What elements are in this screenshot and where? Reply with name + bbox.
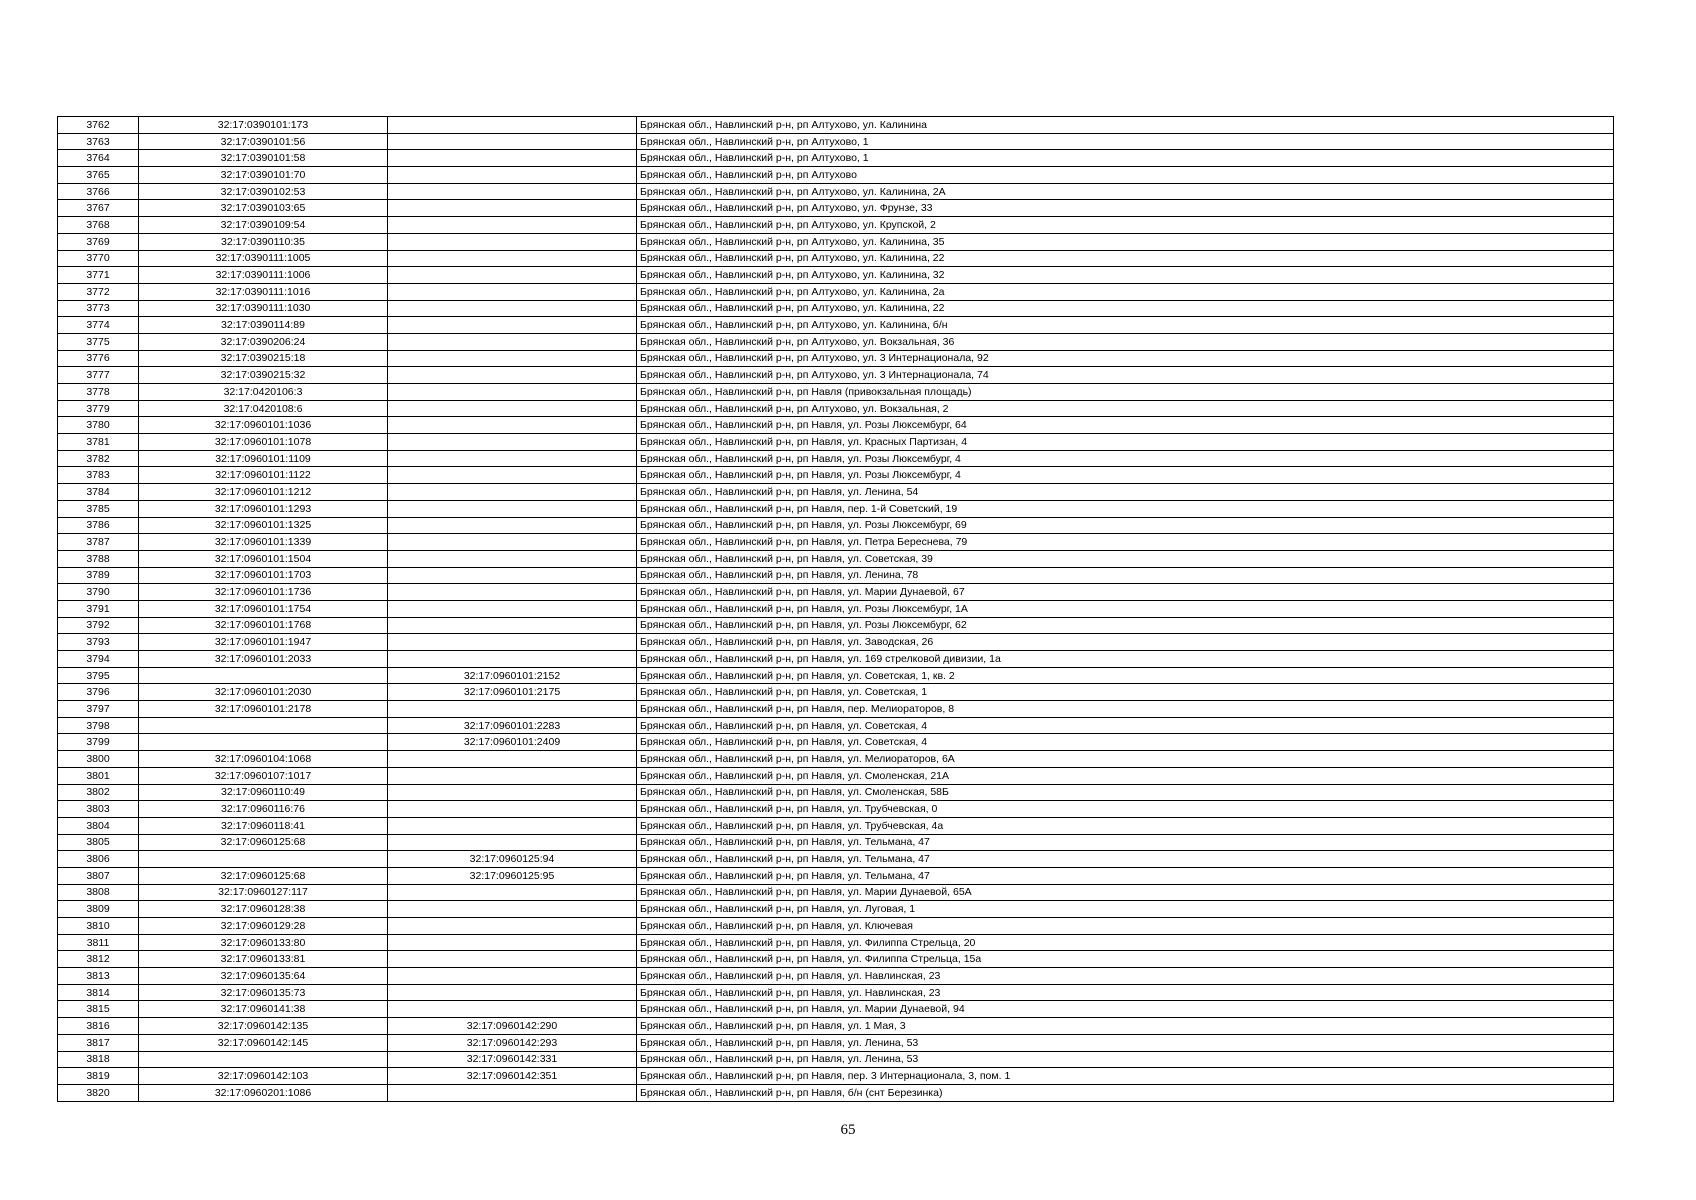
table-row [58, 550, 1614, 567]
cadastral-number-cell: 32:17:0960128:38 [139, 901, 388, 918]
row-number-cell: 3780 [58, 417, 139, 434]
row-number-cell: 3816 [58, 1018, 139, 1035]
cadastral-number-cell: 32:17:0420106:3 [139, 384, 388, 401]
cadastral-number-cell: 32:17:0960133:80 [139, 934, 388, 951]
table-row [58, 417, 1614, 434]
table-row [58, 350, 1614, 367]
linked-cadastral-number-cell [388, 484, 637, 501]
row-number-cell: 3783 [58, 467, 139, 484]
table-row [58, 634, 1614, 651]
linked-cadastral-number-cell: 32:17:0960142:293 [388, 1034, 637, 1051]
address-cell: Брянская обл., Навлинский р-н, рп Навля, пер. 3 Интернационала, 3, пом. 1 [637, 1068, 1614, 1085]
address-cell: Брянская обл., Навлинский р-н, рп Навля, ул. Мелиораторов, 6А [637, 751, 1614, 768]
address-cell: Брянская обл., Навлинский р-н, рп Навля, ул. Советская, 39 [637, 550, 1614, 567]
table-row [58, 183, 1614, 200]
table-row [58, 717, 1614, 734]
address-cell: Брянская обл., Навлинский р-н, рп Навля, ул. Розы Люксембург, 4 [637, 450, 1614, 467]
row-number-cell: 3812 [58, 951, 139, 968]
table-row [58, 500, 1614, 517]
linked-cadastral-number-cell [388, 267, 637, 284]
cadastral-number-cell [139, 734, 388, 751]
row-number-cell: 3815 [58, 1001, 139, 1018]
cadastral-number-cell: 32:17:0960101:1036 [139, 417, 388, 434]
address-cell: Брянская обл., Навлинский р-н, рп Навля, ул. Советская, 1 [637, 684, 1614, 701]
row-number-cell: 3774 [58, 317, 139, 334]
linked-cadastral-number-cell [388, 467, 637, 484]
table-row [58, 701, 1614, 718]
cadastral-number-cell: 32:17:0960127:117 [139, 884, 388, 901]
linked-cadastral-number-cell [388, 534, 637, 551]
row-number-cell: 3820 [58, 1084, 139, 1101]
row-number-cell: 3802 [58, 784, 139, 801]
cadastral-number-cell: 32:17:0960118:41 [139, 817, 388, 834]
linked-cadastral-number-cell [388, 117, 637, 134]
row-number-cell: 3814 [58, 984, 139, 1001]
table-row [58, 567, 1614, 584]
row-number-cell: 3786 [58, 517, 139, 534]
row-number-cell: 3792 [58, 617, 139, 634]
address-cell: Брянская обл., Навлинский р-н, рп Навля, ул. 1 Мая, 3 [637, 1018, 1614, 1035]
linked-cadastral-number-cell [388, 634, 637, 651]
address-cell: Брянская обл., Навлинский р-н, рп Алтухово, ул. Калинина, 2А [637, 183, 1614, 200]
cadastral-number-cell: 32:17:0960142:135 [139, 1018, 388, 1035]
linked-cadastral-number-cell [388, 384, 637, 401]
linked-cadastral-number-cell [388, 333, 637, 350]
table-row [58, 801, 1614, 818]
address-cell: Брянская обл., Навлинский р-н, рп Навля, ул. Петра Береснева, 79 [637, 534, 1614, 551]
cadastral-number-cell: 32:17:0390101:173 [139, 117, 388, 134]
cadastral-number-cell: 32:17:0390111:1016 [139, 283, 388, 300]
address-cell: Брянская обл., Навлинский р-н, рп Навля, ул. Ленина, 53 [637, 1051, 1614, 1068]
table-row [58, 283, 1614, 300]
row-number-cell: 3779 [58, 400, 139, 417]
cadastral-number-cell: 32:17:0960101:1109 [139, 450, 388, 467]
cadastral-number-cell: 32:17:0960101:1078 [139, 434, 388, 451]
table-row [58, 584, 1614, 601]
address-cell: Брянская обл., Навлинский р-н, рп Алтухово, ул. 3 Интернационала, 92 [637, 350, 1614, 367]
row-number-cell: 3765 [58, 167, 139, 184]
linked-cadastral-number-cell [388, 817, 637, 834]
cadastral-number-cell: 32:17:0960101:2033 [139, 651, 388, 668]
cadastral-number-cell: 32:17:0390101:58 [139, 150, 388, 167]
cadastral-number-cell: 32:17:0960110:49 [139, 784, 388, 801]
table-row [58, 317, 1614, 334]
table-row [58, 233, 1614, 250]
linked-cadastral-number-cell [388, 834, 637, 851]
address-cell: Брянская обл., Навлинский р-н, рп Алтухово, ул. Калинина, 22 [637, 250, 1614, 267]
address-cell: Брянская обл., Навлинский р-н, рп Навля, пер. 1-й Советский, 19 [637, 500, 1614, 517]
cadastral-number-cell: 32:17:0390111:1005 [139, 250, 388, 267]
cadastral-number-cell: 32:17:0960101:1293 [139, 500, 388, 517]
table-row [58, 1068, 1614, 1085]
linked-cadastral-number-cell: 32:17:0960125:95 [388, 867, 637, 884]
row-number-cell: 3801 [58, 767, 139, 784]
linked-cadastral-number-cell [388, 350, 637, 367]
linked-cadastral-number-cell [388, 300, 637, 317]
table-row [58, 851, 1614, 868]
cadastral-number-cell: 32:17:0960101:1212 [139, 484, 388, 501]
cadastral-number-cell: 32:17:0960142:103 [139, 1068, 388, 1085]
table-row [58, 934, 1614, 951]
cadastral-number-cell: 32:17:0960101:1339 [139, 534, 388, 551]
linked-cadastral-number-cell [388, 567, 637, 584]
address-cell: Брянская обл., Навлинский р-н, рп Навля, ул. Трубчевская, 4а [637, 817, 1614, 834]
row-number-cell: 3794 [58, 651, 139, 668]
cadastral-number-cell: 32:17:0390111:1030 [139, 300, 388, 317]
address-cell: Брянская обл., Навлинский р-н, рп Навля, ул. Марии Дунаевой, 65А [637, 884, 1614, 901]
table-row [58, 467, 1614, 484]
cadastral-number-cell [139, 667, 388, 684]
row-number-cell: 3762 [58, 117, 139, 134]
address-cell: Брянская обл., Навлинский р-н, рп Навля, б/н (снт Березинка) [637, 1084, 1614, 1101]
cadastral-number-cell: 32:17:0960101:1703 [139, 567, 388, 584]
linked-cadastral-number-cell [388, 951, 637, 968]
linked-cadastral-number-cell [388, 517, 637, 534]
row-number-cell: 3778 [58, 384, 139, 401]
row-number-cell: 3803 [58, 801, 139, 818]
linked-cadastral-number-cell [388, 1001, 637, 1018]
address-cell: Брянская обл., Навлинский р-н, рп Навля, ул. Розы Люксембург, 62 [637, 617, 1614, 634]
linked-cadastral-number-cell [388, 617, 637, 634]
linked-cadastral-number-cell [388, 217, 637, 234]
row-number-cell: 3788 [58, 550, 139, 567]
linked-cadastral-number-cell [388, 600, 637, 617]
linked-cadastral-number-cell: 32:17:0960125:94 [388, 851, 637, 868]
row-number-cell: 3782 [58, 450, 139, 467]
row-number-cell: 3781 [58, 434, 139, 451]
table-row [58, 534, 1614, 551]
row-number-cell: 3775 [58, 333, 139, 350]
table-row [58, 1034, 1614, 1051]
cadastral-number-cell: 32:17:0960101:2030 [139, 684, 388, 701]
linked-cadastral-number-cell [388, 500, 637, 517]
cadastral-number-cell: 32:17:0960101:1736 [139, 584, 388, 601]
row-number-cell: 3790 [58, 584, 139, 601]
address-cell: Брянская обл., Навлинский р-н, рп Алтухово, ул. Калинина, 35 [637, 233, 1614, 250]
table-row [58, 901, 1614, 918]
registry-table [57, 116, 1614, 1102]
linked-cadastral-number-cell [388, 283, 637, 300]
row-number-cell: 3810 [58, 918, 139, 935]
linked-cadastral-number-cell: 32:17:0960101:2409 [388, 734, 637, 751]
cadastral-number-cell: 32:17:0960107:1017 [139, 767, 388, 784]
address-cell: Брянская обл., Навлинский р-н, рп Навля, ул. Смоленская, 58Б [637, 784, 1614, 801]
row-number-cell: 3768 [58, 217, 139, 234]
table-row [58, 133, 1614, 150]
row-number-cell: 3769 [58, 233, 139, 250]
row-number-cell: 3777 [58, 367, 139, 384]
table-row [58, 734, 1614, 751]
row-number-cell: 3811 [58, 934, 139, 951]
cadastral-number-cell: 32:17:0960125:68 [139, 834, 388, 851]
linked-cadastral-number-cell [388, 901, 637, 918]
cadastral-number-cell: 32:17:0960135:64 [139, 968, 388, 985]
table-row [58, 968, 1614, 985]
address-cell: Брянская обл., Навлинский р-н, рп Навля, ул. Трубчевская, 0 [637, 801, 1614, 818]
row-number-cell: 3763 [58, 133, 139, 150]
row-number-cell: 3793 [58, 634, 139, 651]
row-number-cell: 3800 [58, 751, 139, 768]
row-number-cell: 3808 [58, 884, 139, 901]
cadastral-number-cell: 32:17:0390102:53 [139, 183, 388, 200]
table-row [58, 250, 1614, 267]
cadastral-number-cell: 32:17:0960101:1122 [139, 467, 388, 484]
row-number-cell: 3796 [58, 684, 139, 701]
table-row [58, 333, 1614, 350]
table-row [58, 1001, 1614, 1018]
table-row [58, 1051, 1614, 1068]
row-number-cell: 3818 [58, 1051, 139, 1068]
page-number: 65 [840, 1122, 856, 1138]
table-row [58, 751, 1614, 768]
row-number-cell: 3772 [58, 283, 139, 300]
row-number-cell: 3797 [58, 701, 139, 718]
cadastral-number-cell: 32:17:0960201:1086 [139, 1084, 388, 1101]
row-number-cell: 3798 [58, 717, 139, 734]
row-number-cell: 3795 [58, 667, 139, 684]
address-cell: Брянская обл., Навлинский р-н, рп Навля, ул. Филиппа Стрельца, 15а [637, 951, 1614, 968]
linked-cadastral-number-cell: 32:17:0960101:2175 [388, 684, 637, 701]
address-cell: Брянская обл., Навлинский р-н, рп Навля, ул. Навлинская, 23 [637, 968, 1614, 985]
table-row [58, 150, 1614, 167]
row-number-cell: 3776 [58, 350, 139, 367]
address-cell: Брянская обл., Навлинский р-н, рп Навля, ул. Тельмана, 47 [637, 834, 1614, 851]
table-row [58, 784, 1614, 801]
address-cell: Брянская обл., Навлинский р-н, рп Навля, ул. Заводская, 26 [637, 634, 1614, 651]
linked-cadastral-number-cell [388, 801, 637, 818]
linked-cadastral-number-cell [388, 984, 637, 1001]
table-row [58, 384, 1614, 401]
address-cell: Брянская обл., Навлинский р-н, рп Алтухово [637, 167, 1614, 184]
linked-cadastral-number-cell [388, 550, 637, 567]
row-number-cell: 3809 [58, 901, 139, 918]
linked-cadastral-number-cell [388, 651, 637, 668]
linked-cadastral-number-cell [388, 417, 637, 434]
linked-cadastral-number-cell [388, 200, 637, 217]
table-row [58, 651, 1614, 668]
cadastral-number-cell: 32:17:0390215:32 [139, 367, 388, 384]
address-cell: Брянская обл., Навлинский р-н, рп Навля, ул. Советская, 4 [637, 717, 1614, 734]
linked-cadastral-number-cell [388, 751, 637, 768]
address-cell: Брянская обл., Навлинский р-н, рп Навля, ул. Тельмана, 47 [637, 851, 1614, 868]
linked-cadastral-number-cell [388, 367, 637, 384]
table-row [58, 367, 1614, 384]
linked-cadastral-number-cell [388, 968, 637, 985]
table-row [58, 767, 1614, 784]
table-row [58, 217, 1614, 234]
cadastral-number-cell: 32:17:0390109:54 [139, 217, 388, 234]
cadastral-number-cell: 32:17:0960101:2178 [139, 701, 388, 718]
row-number-cell: 3806 [58, 851, 139, 868]
table-row [58, 667, 1614, 684]
address-cell: Брянская обл., Навлинский р-н, рп Навля, ул. Розы Люксембург, 4 [637, 467, 1614, 484]
address-cell: Брянская обл., Навлинский р-н, рп Алтухово, ул. Вокзальная, 2 [637, 400, 1614, 417]
table-row [58, 117, 1614, 134]
row-number-cell: 3771 [58, 267, 139, 284]
address-cell: Брянская обл., Навлинский р-н, рп Алтухово, ул. 3 Интернационала, 74 [637, 367, 1614, 384]
cadastral-number-cell: 32:17:0960101:1768 [139, 617, 388, 634]
address-cell: Брянская обл., Навлинский р-н, рп Навля, ул. Розы Люксембург, 1А [637, 600, 1614, 617]
row-number-cell: 3819 [58, 1068, 139, 1085]
address-cell: Брянская обл., Навлинский р-н, рп Алтухово, ул. Крупской, 2 [637, 217, 1614, 234]
row-number-cell: 3817 [58, 1034, 139, 1051]
row-number-cell: 3770 [58, 250, 139, 267]
linked-cadastral-number-cell [388, 934, 637, 951]
address-cell: Брянская обл., Навлинский р-н, рп Алтухово, ул. Калинина, 32 [637, 267, 1614, 284]
address-cell: Брянская обл., Навлинский р-н, рп Навля, ул. Красных Партизан, 4 [637, 434, 1614, 451]
row-number-cell: 3804 [58, 817, 139, 834]
address-cell: Брянская обл., Навлинский р-н, рп Алтухово, ул. Вокзальная, 36 [637, 333, 1614, 350]
row-number-cell: 3764 [58, 150, 139, 167]
cadastral-number-cell [139, 1051, 388, 1068]
cadastral-number-cell: 32:17:0960101:1504 [139, 550, 388, 567]
address-cell: Брянская обл., Навлинский р-н, рп Алтухово, 1 [637, 150, 1614, 167]
table-row [58, 200, 1614, 217]
table-row [58, 951, 1614, 968]
linked-cadastral-number-cell [388, 167, 637, 184]
address-cell: Брянская обл., Навлинский р-н, рп Навля, ул. Луговая, 1 [637, 901, 1614, 918]
row-number-cell: 3785 [58, 500, 139, 517]
row-number-cell: 3799 [58, 734, 139, 751]
table-row [58, 884, 1614, 901]
address-cell: Брянская обл., Навлинский р-н, рп Навля, ул. Филиппа Стрельца, 20 [637, 934, 1614, 951]
cadastral-number-cell: 32:17:0390101:70 [139, 167, 388, 184]
address-cell: Брянская обл., Навлинский р-н, рп Навля, ул. Марии Дунаевой, 67 [637, 584, 1614, 601]
row-number-cell: 3773 [58, 300, 139, 317]
table-row [58, 617, 1614, 634]
table-row [58, 684, 1614, 701]
table-row [58, 484, 1614, 501]
linked-cadastral-number-cell: 32:17:0960142:351 [388, 1068, 637, 1085]
row-number-cell: 3807 [58, 867, 139, 884]
linked-cadastral-number-cell [388, 784, 637, 801]
address-cell: Брянская обл., Навлинский р-н, рп Навля, ул. Тельмана, 47 [637, 867, 1614, 884]
cadastral-number-cell: 32:17:0390206:24 [139, 333, 388, 350]
address-cell: Брянская обл., Навлинский р-н, рп Алтухово, ул. Калинина, 22 [637, 300, 1614, 317]
cadastral-number-cell: 32:17:0390111:1006 [139, 267, 388, 284]
table-row [58, 867, 1614, 884]
address-cell: Брянская обл., Навлинский р-н, рп Навля, ул. Ключевая [637, 918, 1614, 935]
linked-cadastral-number-cell [388, 918, 637, 935]
address-cell: Брянская обл., Навлинский р-н, рп Навля, ул. Навлинская, 23 [637, 984, 1614, 1001]
linked-cadastral-number-cell [388, 884, 637, 901]
row-number-cell: 3787 [58, 534, 139, 551]
row-number-cell: 3791 [58, 600, 139, 617]
cadastral-number-cell: 32:17:0390114:89 [139, 317, 388, 334]
table-row [58, 834, 1614, 851]
address-cell: Брянская обл., Навлинский р-н, рп Навля, ул. Ленина, 54 [637, 484, 1614, 501]
address-cell: Брянская обл., Навлинский р-н, рп Навля (привокзальная площадь) [637, 384, 1614, 401]
row-number-cell: 3805 [58, 834, 139, 851]
address-cell: Брянская обл., Навлинский р-н, рп Навля, ул. Розы Люксембург, 64 [637, 417, 1614, 434]
address-cell: Брянская обл., Навлинский р-н, рп Алтухово, ул. Калинина, 2а [637, 283, 1614, 300]
linked-cadastral-number-cell [388, 133, 637, 150]
cadastral-number-cell [139, 717, 388, 734]
linked-cadastral-number-cell [388, 1084, 637, 1101]
cadastral-number-cell: 32:17:0960142:145 [139, 1034, 388, 1051]
address-cell: Брянская обл., Навлинский р-н, рп Навля, ул. 169 стрелковой дивизии, 1а [637, 651, 1614, 668]
cadastral-number-cell: 32:17:0390215:18 [139, 350, 388, 367]
linked-cadastral-number-cell: 32:17:0960142:290 [388, 1018, 637, 1035]
cadastral-number-cell: 32:17:0960101:1947 [139, 634, 388, 651]
address-cell: Брянская обл., Навлинский р-н, рп Навля, ул. Марии Дунаевой, 94 [637, 1001, 1614, 1018]
address-cell: Брянская обл., Навлинский р-н, рп Алтухово, 1 [637, 133, 1614, 150]
table-row [58, 300, 1614, 317]
linked-cadastral-number-cell [388, 400, 637, 417]
linked-cadastral-number-cell [388, 450, 637, 467]
table-row [58, 1018, 1614, 1035]
row-number-cell: 3813 [58, 968, 139, 985]
table-row [58, 517, 1614, 534]
linked-cadastral-number-cell [388, 767, 637, 784]
address-cell: Брянская обл., Навлинский р-н, рп Навля, ул. Розы Люксембург, 69 [637, 517, 1614, 534]
address-cell: Брянская обл., Навлинский р-н, рп Алтухово, ул. Фрунзе, 33 [637, 200, 1614, 217]
cadastral-number-cell: 32:17:0960116:76 [139, 801, 388, 818]
linked-cadastral-number-cell: 32:17:0960101:2283 [388, 717, 637, 734]
row-number-cell: 3784 [58, 484, 139, 501]
cadastral-number-cell: 32:17:0390101:56 [139, 133, 388, 150]
table-row [58, 817, 1614, 834]
table-row [58, 167, 1614, 184]
cadastral-number-cell: 32:17:0420108:6 [139, 400, 388, 417]
linked-cadastral-number-cell [388, 317, 637, 334]
linked-cadastral-number-cell [388, 183, 637, 200]
cadastral-number-cell: 32:17:0960101:1325 [139, 517, 388, 534]
table-row [58, 450, 1614, 467]
cadastral-number-cell: 32:17:0390110:35 [139, 233, 388, 250]
cadastral-number-cell [139, 851, 388, 868]
linked-cadastral-number-cell [388, 434, 637, 451]
address-cell: Брянская обл., Навлинский р-н, рп Навля, ул. Смоленская, 21А [637, 767, 1614, 784]
address-cell: Брянская обл., Навлинский р-н, рп Алтухово, ул. Калинина [637, 117, 1614, 134]
table-row [58, 1084, 1614, 1101]
address-cell: Брянская обл., Навлинский р-н, рп Навля, ул. Советская, 1, кв. 2 [637, 667, 1614, 684]
cadastral-number-cell: 32:17:0390103:65 [139, 200, 388, 217]
cadastral-number-cell: 32:17:0960125:68 [139, 867, 388, 884]
cadastral-number-cell: 32:17:0960129:28 [139, 918, 388, 935]
registry-table-body [58, 117, 1614, 1102]
address-cell: Брянская обл., Навлинский р-н, рп Навля, ул. Ленина, 53 [637, 1034, 1614, 1051]
linked-cadastral-number-cell [388, 701, 637, 718]
address-cell: Брянская обл., Навлинский р-н, рп Навля, пер. Мелиораторов, 8 [637, 701, 1614, 718]
address-cell: Брянская обл., Навлинский р-н, рп Алтухово, ул. Калинина, б/н [637, 317, 1614, 334]
linked-cadastral-number-cell [388, 233, 637, 250]
table-row [58, 267, 1614, 284]
cadastral-number-cell: 32:17:0960141:38 [139, 1001, 388, 1018]
table-row [58, 984, 1614, 1001]
cadastral-number-cell: 32:17:0960101:1754 [139, 600, 388, 617]
table-row [58, 600, 1614, 617]
address-cell: Брянская обл., Навлинский р-н, рп Навля, ул. Ленина, 78 [637, 567, 1614, 584]
table-row [58, 400, 1614, 417]
linked-cadastral-number-cell: 32:17:0960142:331 [388, 1051, 637, 1068]
table-row [58, 918, 1614, 935]
row-number-cell: 3766 [58, 183, 139, 200]
linked-cadastral-number-cell [388, 250, 637, 267]
linked-cadastral-number-cell [388, 150, 637, 167]
linked-cadastral-number-cell [388, 584, 637, 601]
row-number-cell: 3767 [58, 200, 139, 217]
cadastral-number-cell: 32:17:0960104:1068 [139, 751, 388, 768]
cadastral-number-cell: 32:17:0960133:81 [139, 951, 388, 968]
cadastral-number-cell: 32:17:0960135:73 [139, 984, 388, 1001]
address-cell: Брянская обл., Навлинский р-н, рп Навля, ул. Советская, 4 [637, 734, 1614, 751]
table-row [58, 434, 1614, 451]
row-number-cell: 3789 [58, 567, 139, 584]
linked-cadastral-number-cell: 32:17:0960101:2152 [388, 667, 637, 684]
